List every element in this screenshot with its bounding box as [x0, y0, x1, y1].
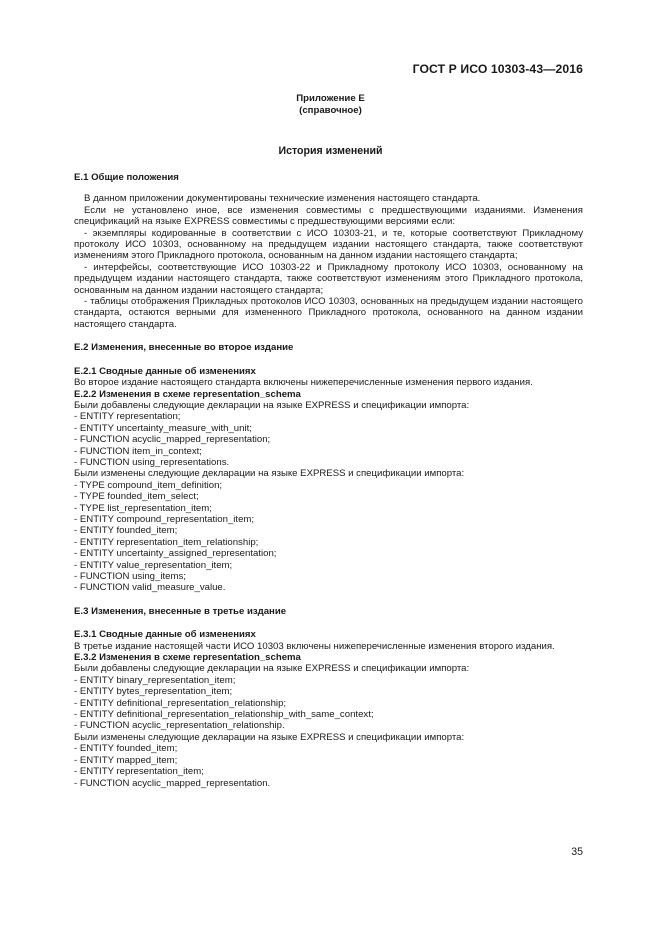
section-e1-paragraph: - экземпляры кодированные в соответствии с ИСО 10303-21, и те, которые соответствуют Прикладному протоколу ИСО 10303, основанному на предыдущем издании настоящего стандарта, также соответствуют изменениям этого Прикладного протокола, основанным на данном издании настоящего стандарта;	[74, 227, 583, 262]
declaration-list-item: - ENTITY definitional_representation_relationship;	[74, 697, 287, 709]
section-e3-added-list	[74, 675, 583, 732]
standard-code-header: ГОСТ Р ИСО 10303-43—2016	[412, 62, 583, 76]
section-e2-1-text: Во второе издание настоящего стандарта включены нижеперечисленные изменения первого издания.	[74, 377, 533, 389]
section-e3-changed-list	[74, 743, 583, 789]
page-number: 35	[571, 846, 583, 858]
section-e1-paragraph: В данном приложении документированы технические изменения настоящего стандарта.	[84, 193, 481, 205]
declaration-list-item: - TYPE list_representation_item;	[74, 502, 212, 514]
declaration-list-item: - ENTITY bytes_representation_item;	[74, 686, 233, 698]
section-e1-heading: Е.1 Общие положения	[74, 172, 179, 183]
section-e2-changed-list	[74, 480, 583, 594]
document-body	[74, 172, 583, 789]
declaration-list-item: - ENTITY binary_representation_item;	[74, 674, 236, 686]
section-e3-added-intro: Были добавлены следующие декларации на языке EXPRESS и спецификации импорта:	[74, 663, 470, 675]
declaration-list-item: - ENTITY mapped_item;	[74, 754, 178, 766]
annex-title: Приложение Е	[296, 93, 365, 104]
section-e3-1-heading: Е.3.1 Сводные данные об изменениях	[74, 629, 256, 641]
section-e3-1-text: В третье издание настоящей части ИСО 10303 включены нижеперечисленные изменения второго издания.	[74, 640, 555, 652]
declaration-list-item: - ENTITY uncertainty_assigned_representation;	[74, 548, 277, 560]
section-e1-paragraph: - таблицы отображения Прикладных протоколов ИСО 10303, основанных на предыдущем издании настоящего стандарта, остаются верными для измененного Прикладного протокола, основанного на данном издании настоящего стандарта.	[74, 296, 583, 330]
declaration-list-item: - ENTITY founded_item;	[74, 525, 178, 537]
section-e3-changed-intro: Были изменены следующие декларации на языке EXPRESS и спецификации импорта:	[74, 731, 465, 743]
declaration-list-item: - FUNCTION using_representations.	[74, 456, 230, 468]
declaration-list-item: - ENTITY compound_representation_item;	[74, 513, 255, 525]
declaration-list-item: - ENTITY value_representation_item;	[74, 559, 233, 571]
declaration-list-item: - ENTITY uncertainty_measure_with_unit;	[74, 422, 252, 434]
declaration-list-item: - ENTITY definitional_representation_relationship_with_same_context;	[74, 709, 374, 721]
declaration-list-item: - TYPE founded_item_select;	[74, 491, 199, 503]
annex-heading	[0, 93, 661, 117]
section-e1-paragraph: Если не установлено иное, все изменения совместимы с предшествующими изданиями. Изменения спецификаций на языке EXPRESS совместимы с предшествующими версиями если:	[74, 204, 583, 228]
declaration-list-item: - FUNCTION using_items;	[74, 571, 186, 582]
section-e1-paragraph: - интерфейсы, соответствующие ИСО 10303-22 и Прикладному протоколу ИСО 10303, основанному на предыдущем издании настоящего стандарта, также соответствуют изменениям этого Прикладного протокола, основанным на данном издании настоящего стандарта;	[74, 261, 583, 296]
section-e2-heading: Е.2 Изменения, внесенные во второе издание	[74, 342, 294, 354]
declaration-list-item: - ENTITY founded_item;	[74, 743, 178, 755]
section-e2-2-heading: Е.2.2 Изменения в схеме representation_schema	[74, 388, 301, 400]
history-title: История изменений	[278, 145, 383, 157]
section-e2-added-intro: Были добавлены следующие декларации на языке EXPRESS и спецификации импорта:	[74, 399, 470, 411]
section-e2-changed-intro: Были изменены следующие декларации на языке EXPRESS и спецификации импорта:	[74, 468, 465, 480]
declaration-list-item: - FUNCTION item_in_context;	[74, 445, 202, 457]
section-e3-heading: Е.3 Изменения, внесенные в третье издание	[74, 605, 287, 617]
declaration-list-item: - FUNCTION valid_measure_value.	[74, 582, 226, 594]
declaration-list-item: - FUNCTION acyclic_mapped_representation;	[74, 434, 271, 446]
declaration-list-item: - ENTITY representation;	[74, 411, 181, 423]
declaration-list-item: - TYPE compound_item_definition;	[74, 479, 223, 491]
declaration-list-item: - FUNCTION acyclic_mapped_representation.	[74, 777, 271, 789]
annex-subtitle: (справочное)	[299, 105, 362, 116]
section-e2-added-list	[74, 411, 583, 468]
declaration-list-item: - FUNCTION acyclic_representation_relationship.	[74, 720, 285, 732]
section-e3-2-heading: Е.3.2 Изменения в схеме representation_schema	[74, 652, 301, 664]
declaration-list-item: - ENTITY representation_item_relationship;	[74, 536, 259, 548]
declaration-list-item: - ENTITY representation_item;	[74, 766, 204, 778]
section-e2-1-heading: Е.2.1 Сводные данные об изменениях	[74, 365, 256, 377]
